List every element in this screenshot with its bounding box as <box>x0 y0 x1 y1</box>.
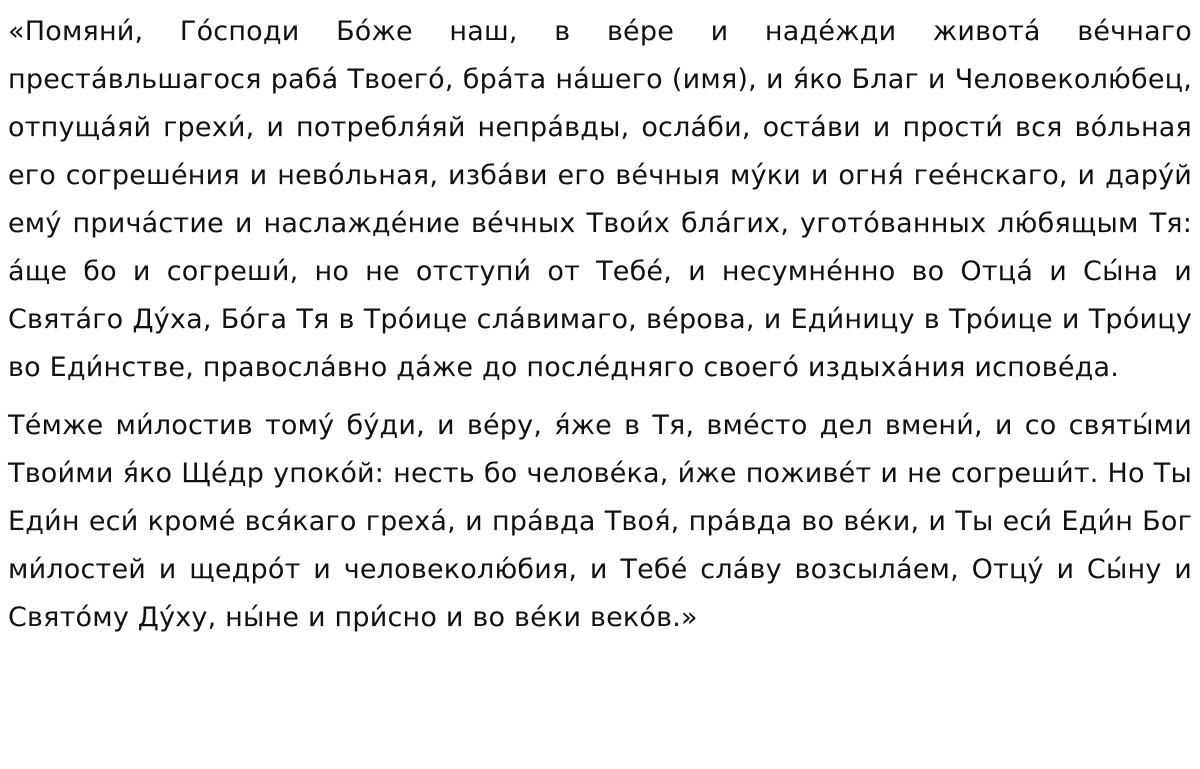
prayer-paragraph-2: Те́мже ми́лостив тому́ бу́ди, и ве́ру, я́же в Тя, вме́сто дел вмени́, и со святы́ми Твои́ми я́ко Ще́др упоко́й: несть бо челове́ка, и́же поживе́т и не согреши́т. Но Ты Еди́н еси́ кроме́ вся́каго греха́, и пра́вда Твоя́, пра́вда во ве́ки, и Ты еси́ Еди́н Бог ми́лостей и щедро́т и человеколю́бия, и Тебе́ сла́ву возсыла́ем, Отцу́ и Сы́ну и Свято́му Ду́ху, ны́не и при́сно и во ве́ки веко́в.» <box>8 410 1192 633</box>
prayer-document <box>8 8 1192 642</box>
prayer-paragraph-1: «Помяни́, Го́споди Бо́же наш, в ве́ре и наде́жди живота́ ве́чнаго преста́вльшагося раба́ Твоего́, бра́та на́шего (имя), и я́ко Благ и Человеколю́бец, отпуща́яй грехи́, и потребля́яй непра́вды, осла́би, оста́ви и прости́ вся во́льная его согреше́ния и нево́льная, изба́ви его ве́чныя му́ки и огня́ гее́нскаго, и дару́й ему́ прича́стие и наслажде́ние ве́чных Твои́х бла́гих, угото́ванных лю́бящым Тя: а́ще бо и согреши́, но не отступи́ от Тебе́, и несумне́нно во Отца́ и Сы́на и Свята́го Ду́ха, Бо́га Тя в Тро́ице сла́вимаго, ве́рова, и Еди́ницу в Тро́ице и Тро́ицу во Еди́нстве, правосла́вно да́же до после́дняго своего́ издыха́ния испове́да. <box>8 16 1192 383</box>
